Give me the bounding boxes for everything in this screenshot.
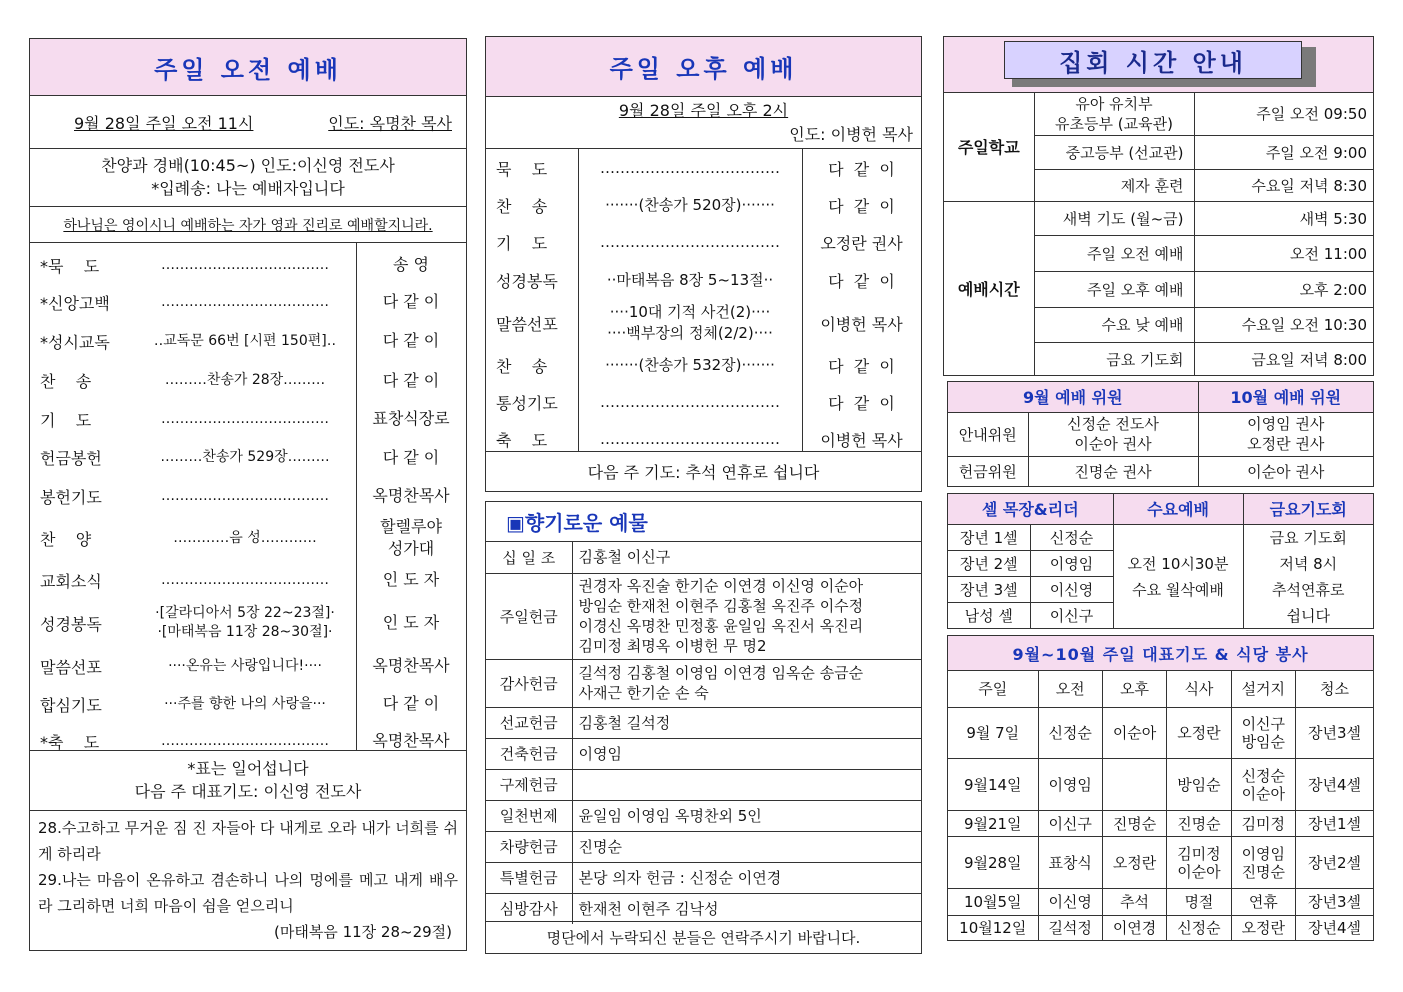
order-item: 묵 도 xyxy=(496,159,548,179)
schedule-time: 수요일 오전 10:30 xyxy=(1194,307,1373,342)
order-person: 인 도 자 xyxy=(382,570,440,589)
order-item: 축 도 xyxy=(496,431,548,450)
offering-row xyxy=(486,769,921,800)
afternoon-order-row xyxy=(486,347,921,384)
order-content: ……………………………… xyxy=(161,293,329,310)
duty-cell: 장년4셀 xyxy=(1296,915,1374,941)
committee-oct: 이순아 권사 xyxy=(1198,456,1373,486)
duty-cell: 장년1셀 xyxy=(1296,810,1374,837)
offerings-title-bar xyxy=(486,502,921,542)
sept-committee-title: 9월 예배 위원 xyxy=(948,382,1198,412)
order-item: 성경봉독 xyxy=(40,614,102,634)
duty-cell: 오정란 xyxy=(1167,707,1231,759)
next-prayer-afternoon: 다음 주 기도: 추석 연휴로 쉽니다 xyxy=(587,462,820,482)
schedule-name: 주일 오후 예배 xyxy=(1034,271,1194,307)
order-item: 찬 양 xyxy=(40,529,92,549)
order-item: 말씀선포 xyxy=(496,314,558,334)
duty-cell: 진명순 xyxy=(1102,810,1166,837)
cell-leader: 이신영 xyxy=(1030,577,1113,603)
duty-date: 9월28일 xyxy=(948,837,1038,889)
wed-worship-header: 수요예배 xyxy=(1113,494,1243,524)
schedule-time: 금요일 저녁 8:00 xyxy=(1194,342,1373,376)
schedule-time: 주일 오전 09:50 xyxy=(1194,93,1373,135)
schedule-name: 중고등부 (선교관) xyxy=(1034,135,1194,169)
order-content: ····10대 기적 사건(2)···· ····백부장의 정체(2/2)···· xyxy=(607,303,773,342)
duty-cell: 이신구 xyxy=(1038,810,1102,837)
verse-block xyxy=(30,811,466,945)
morning-order-row xyxy=(30,561,466,599)
morning-order-row xyxy=(30,400,466,438)
duty-date: 10월12일 xyxy=(948,915,1038,941)
morning-leader: 인도: 옥명찬 목사 xyxy=(328,113,452,133)
offerings-panel xyxy=(485,501,922,954)
order-item: 찬 송 xyxy=(496,357,548,376)
cell-table xyxy=(948,494,1373,629)
morning-date: 9월 28일 주일 오전 11시 xyxy=(74,113,254,133)
duty-cell: 진명순 xyxy=(1167,810,1231,837)
order-content: ……………………………… xyxy=(600,430,780,448)
morning-order-row xyxy=(30,599,466,647)
order-content: ……………………………… xyxy=(600,233,780,251)
offering-type: 차량헌금 xyxy=(486,831,572,862)
order-person: 다 같 이 xyxy=(382,292,440,311)
duty-date: 9월 7일 xyxy=(948,707,1038,759)
duty-row xyxy=(948,889,1373,916)
offering-type: 선교헌금 xyxy=(486,707,572,738)
duty-cell: 이신영 xyxy=(1038,889,1102,916)
schedule-time: 오전 11:00 xyxy=(1194,235,1373,271)
morning-order-row xyxy=(30,515,466,561)
order-person: 옥명찬목사 xyxy=(372,486,450,505)
duty-cell: 장년2셀 xyxy=(1296,837,1374,889)
order-person: 다 같 이 xyxy=(382,447,440,467)
schedule-name: 새벽 기도 (월~금) xyxy=(1034,201,1194,235)
duty-cell: 표창식 xyxy=(1038,837,1102,889)
offering-row xyxy=(486,738,921,769)
order-content: ····온유는 사랑입니다!···· xyxy=(168,657,322,674)
order-person: 이병헌 목사 xyxy=(820,314,903,334)
offering-names xyxy=(572,769,921,800)
order-item: 찬 송 xyxy=(496,197,548,216)
order-item: 말씀선포 xyxy=(40,657,102,677)
duty-row xyxy=(948,759,1373,811)
offering-type: 심방감사 xyxy=(486,893,572,924)
duty-cell: 신정순 xyxy=(1167,915,1231,941)
committee-sept: 신정순 전도사 이순아 권사 xyxy=(1028,412,1198,456)
morning-order-row xyxy=(30,647,466,685)
morning-order-row xyxy=(30,247,466,283)
order-person: 다 같 이 xyxy=(828,394,895,413)
offering-type: 건축헌금 xyxy=(486,738,572,769)
schedule-title-box xyxy=(1004,41,1302,79)
committee-oct: 이영임 권사 오정란 권사 xyxy=(1198,412,1373,456)
cell-name: 장년 2셀 xyxy=(948,550,1030,576)
afternoon-title: 주일 오후 예배 xyxy=(609,55,798,83)
order-person: 다 같 이 xyxy=(382,370,440,390)
oct-committee-title: 10월 예배 위원 xyxy=(1198,382,1373,412)
fri-prayer-info: 금요 기도회 저녁 8시 추석연휴로 쉽니다 xyxy=(1243,524,1373,629)
duty-date: 10월5일 xyxy=(948,889,1038,916)
praise-line: 찬양과 경배(10:45~) 인도:이신영 전도사 xyxy=(101,156,395,175)
duty-cell: 이연경 xyxy=(1102,915,1166,941)
morning-order-row xyxy=(30,723,466,759)
schedule-title-bar xyxy=(944,37,1373,93)
order-content: ···주를 향한 나의 사랑을··· xyxy=(164,695,326,712)
duty-date: 9월21일 xyxy=(948,810,1038,837)
offering-row xyxy=(486,542,921,573)
morning-order-row xyxy=(30,321,466,361)
duty-row xyxy=(948,707,1373,759)
offering-row xyxy=(486,707,921,738)
order-person: 할렐루야 성가대 xyxy=(380,517,442,558)
morning-title-bar xyxy=(30,39,466,96)
verse-28: 28.수고하고 무거운 짐 진 자들아 다 내게로 오라 내가 너희를 쉬게 하리라 xyxy=(38,819,458,863)
entrance-hymn: *입례송: 나는 예배자입니다 xyxy=(151,179,345,198)
afternoon-order-row xyxy=(486,149,921,187)
duty-cell: 이영임 진명순 xyxy=(1231,837,1295,889)
order-item: *묵 도 xyxy=(40,256,100,276)
afternoon-order-row xyxy=(486,384,921,421)
cell-leader: 이영임 xyxy=(1030,550,1113,576)
duty-table xyxy=(948,671,1373,941)
cell-leader: 신정순 xyxy=(1030,524,1113,550)
schedule-name: 유아 유치부 유초등부 (교육관) xyxy=(1034,93,1194,135)
duty-cell: 방임순 xyxy=(1167,759,1231,811)
offering-names: 한재천 이현주 김낙성 xyxy=(572,893,921,924)
order-item: *성시교독 xyxy=(40,332,110,352)
order-person: 다 같 이 xyxy=(382,694,440,713)
duty-cell: 오정란 xyxy=(1231,915,1295,941)
order-item: 기 도 xyxy=(40,410,92,430)
offering-row xyxy=(486,800,921,831)
duty-cell: 장년4셀 xyxy=(1296,759,1374,811)
duty-header: 오전 xyxy=(1038,671,1102,707)
duty-cell xyxy=(1102,759,1166,811)
duty-header: 설거지 xyxy=(1231,671,1295,707)
offering-type: 감사헌금 xyxy=(486,659,572,707)
schedule-panel xyxy=(943,36,1374,376)
afternoon-order-row xyxy=(486,421,921,458)
order-content: ·······(찬송가 532장)······· xyxy=(605,356,775,374)
order-item: *신앙고백 xyxy=(40,293,110,313)
offering-names: 진명순 xyxy=(572,831,921,862)
order-content: ……………………………… xyxy=(600,393,780,411)
wed-worship-info: 오전 10시30분 수요 월삭예배 xyxy=(1113,524,1243,629)
offerings-footer: 명단에서 누락되신 분들은 연락주시기 바랍니다. xyxy=(546,929,861,947)
order-person: 다 같 이 xyxy=(828,159,895,179)
afternoon-worship-panel xyxy=(485,36,922,492)
order-item: 봉헌기도 xyxy=(40,487,102,507)
duty-cell: 신정순 xyxy=(1038,707,1102,759)
duty-header: 식사 xyxy=(1167,671,1231,707)
duty-header: 주일 xyxy=(948,671,1038,707)
morning-notes xyxy=(30,751,466,811)
order-content: ……………………………… xyxy=(161,487,329,504)
committee-table xyxy=(948,382,1373,486)
cell-name: 장년 3셀 xyxy=(948,577,1030,603)
cell-name: 남성 셀 xyxy=(948,603,1030,629)
order-content: ··마태복음 8장 5~13절·· xyxy=(606,270,774,289)
order-person: 다 같 이 xyxy=(828,357,895,376)
stand-note: *표는 일어섭니다 xyxy=(187,759,309,778)
order-content: ……………………………… xyxy=(600,158,780,177)
afternoon-order-row xyxy=(486,224,921,261)
order-item: 합심기도 xyxy=(40,695,102,715)
duty-cell: 이순아 xyxy=(1102,707,1166,759)
order-item: 성경봉독 xyxy=(496,271,558,291)
schedule-name: 수요 낮 예배 xyxy=(1034,307,1194,342)
morning-motto-row xyxy=(30,207,466,243)
afternoon-order-list xyxy=(486,149,921,452)
offering-row xyxy=(486,831,921,862)
order-content: ·[갈라디아서 5장 22~23절]· ·[마태복음 11장 28~30절]· xyxy=(155,605,335,640)
schedule-time: 수요일 저녁 8:30 xyxy=(1194,169,1373,201)
committee-sept: 진명순 권사 xyxy=(1028,456,1198,486)
duty-row xyxy=(948,837,1373,889)
morning-order-list xyxy=(30,243,466,751)
offering-type: 특별헌금 xyxy=(486,862,572,893)
offering-type: 구제헌금 xyxy=(486,769,572,800)
morning-order-row xyxy=(30,685,466,723)
order-item: 통성기도 xyxy=(496,394,558,413)
order-person: 이병헌 목사 xyxy=(820,431,903,450)
duty-date: 9월14일 xyxy=(948,759,1038,811)
duty-header: 오후 xyxy=(1102,671,1166,707)
offering-row xyxy=(486,862,921,893)
cell-leader-header: 셀 목장&리더 xyxy=(948,494,1113,524)
schedule-table xyxy=(944,93,1373,376)
offering-type: 주일헌금 xyxy=(486,573,572,659)
offerings-title: ▣향기로운 예물 xyxy=(506,511,648,535)
order-content: ……………………………… xyxy=(161,732,329,749)
committee-panel xyxy=(947,381,1374,487)
order-content: ……………………………… xyxy=(161,571,329,588)
morning-praise-block xyxy=(30,149,466,207)
morning-date-row xyxy=(30,96,466,149)
order-person: 표창식장로 xyxy=(372,409,450,428)
order-content: ………찬송가 529장……… xyxy=(160,449,330,465)
duty-cell: 오정란 xyxy=(1102,837,1166,889)
afternoon-order-row xyxy=(486,261,921,299)
duty-cell: 길석정 xyxy=(1038,915,1102,941)
afternoon-order-row xyxy=(486,187,921,224)
morning-worship-panel xyxy=(29,38,467,951)
order-person: 옥명찬목사 xyxy=(372,656,450,675)
duty-cell: 김미정 xyxy=(1231,810,1295,837)
afternoon-date: 9월 28일 주일 오후 2시 xyxy=(618,101,789,120)
cell-panel xyxy=(947,493,1374,629)
offering-names: 권경자 옥진술 한기순 이연경 이신영 이순아 방임순 한재천 이현주 김홍철 옥진주 이수정 이경신 옥명찬 민정홍 윤일임 옥진서 옥진리 김미정 최명옥 이병헌 무 명2 xyxy=(572,573,921,659)
afternoon-order-row xyxy=(486,299,921,347)
duty-cell: 이영임 xyxy=(1038,759,1102,811)
duty-cell: 장년3셀 xyxy=(1296,707,1374,759)
morning-order-row xyxy=(30,283,466,321)
duty-header-row xyxy=(948,671,1373,707)
order-item: *축 도 xyxy=(40,732,100,752)
duty-row xyxy=(948,915,1373,941)
cell-name: 장년 1셀 xyxy=(948,524,1030,550)
offering-names: 김홍철 이신구 xyxy=(572,542,921,573)
duty-panel xyxy=(947,635,1374,941)
cell-leader: 이신구 xyxy=(1030,603,1113,629)
order-content: ‥교독문 66번 [시편 150편]‥ xyxy=(153,332,337,349)
afternoon-date-block xyxy=(486,97,921,149)
duty-cell: 이신구 방임순 xyxy=(1231,707,1295,759)
schedule-time: 오후 2:00 xyxy=(1194,271,1373,307)
order-content: ……………………………… xyxy=(161,410,329,427)
duty-cell: 김미정 이순아 xyxy=(1167,837,1231,889)
offering-type: 십 일 조 xyxy=(486,542,572,573)
duty-cell: 장년3셀 xyxy=(1296,889,1374,916)
order-content: …………음 성………… xyxy=(173,529,317,546)
offering-names: 본당 의자 헌금 : 신정순 이연경 xyxy=(572,862,921,893)
order-person: 인 도 자 xyxy=(382,613,440,632)
schedule-time: 주일 오전 9:00 xyxy=(1194,135,1373,169)
order-item: 헌금봉헌 xyxy=(40,449,102,468)
offering-row xyxy=(486,573,921,659)
order-person: 다 같 이 xyxy=(828,197,895,216)
schedule-time: 새벽 5:30 xyxy=(1194,201,1373,235)
verse-29: 29.나는 마음이 온유하고 겸손하니 나의 멍에를 메고 내게 배우라 그리하면 너희 마음이 쉼을 얻으리니 xyxy=(38,871,458,915)
next-prayer-morning: 다음 주 대표기도: 이신영 전도사 xyxy=(134,782,362,801)
worship-time-label: 예배시간 xyxy=(944,201,1034,376)
committee-role: 안내위원 xyxy=(948,412,1028,456)
offering-names: 김홍철 길석정 xyxy=(572,707,921,738)
verse-ref: (마태복음 11장 28~29절) xyxy=(273,923,452,941)
afternoon-leader: 인도: 이병헌 목사 xyxy=(789,125,913,144)
afternoon-title-bar xyxy=(486,37,921,97)
order-person: 다 같 이 xyxy=(382,331,440,350)
order-person: 다 같 이 xyxy=(828,271,895,291)
order-item: 교회소식 xyxy=(40,571,102,591)
order-content: ·······(찬송가 520장)······· xyxy=(605,196,775,214)
morning-order-row xyxy=(30,477,466,515)
duty-title-bar xyxy=(948,636,1373,671)
order-content: ……………………………… xyxy=(161,256,329,273)
duty-cell: 명절 xyxy=(1167,889,1231,916)
offering-row xyxy=(486,659,921,707)
duty-header: 청소 xyxy=(1296,671,1374,707)
schedule-name: 금요 기도회 xyxy=(1034,342,1194,376)
sunday-school-label: 주일학교 xyxy=(944,93,1034,201)
duty-row xyxy=(948,810,1373,837)
fri-prayer-header: 금요기도회 xyxy=(1243,494,1373,524)
offering-names: 길석정 김홍철 이영임 이연경 임옥순 송금순 사재근 한기순 손 숙 xyxy=(572,659,921,707)
order-person: 오정란 권사 xyxy=(820,234,903,253)
morning-title: 주일 오전 예배 xyxy=(154,55,342,84)
offerings-footer-row xyxy=(486,921,921,953)
duty-cell: 신정순 이순아 xyxy=(1231,759,1295,811)
offering-names: 윤일임 이영임 옥명찬외 5인 xyxy=(572,800,921,831)
schedule-title: 집회 시간 안내 xyxy=(1059,48,1247,77)
committee-role: 헌금위원 xyxy=(948,456,1028,486)
order-person: 송 영 xyxy=(393,255,429,274)
offering-type: 일천번제 xyxy=(486,800,572,831)
order-item: 찬 송 xyxy=(40,372,92,391)
schedule-name: 제자 훈련 xyxy=(1034,169,1194,201)
duty-title: 9월~10월 주일 대표기도 & 식당 봉사 xyxy=(1012,644,1309,664)
duty-cell: 추석 xyxy=(1102,889,1166,916)
offering-row xyxy=(486,893,921,924)
order-content: ………찬송가 28장……… xyxy=(164,372,326,388)
morning-order-row xyxy=(30,361,466,400)
schedule-name: 주일 오전 예배 xyxy=(1034,235,1194,271)
offering-names: 이영임 xyxy=(572,738,921,769)
order-item: 기 도 xyxy=(496,234,548,253)
motto: 하나님은 영이시니 예배하는 자가 영과 진리로 예배할지니라. xyxy=(63,217,433,234)
offerings-table xyxy=(486,542,921,924)
duty-cell: 연휴 xyxy=(1231,889,1295,916)
morning-order-row xyxy=(30,438,466,477)
order-person: 옥명찬목사 xyxy=(372,731,450,750)
